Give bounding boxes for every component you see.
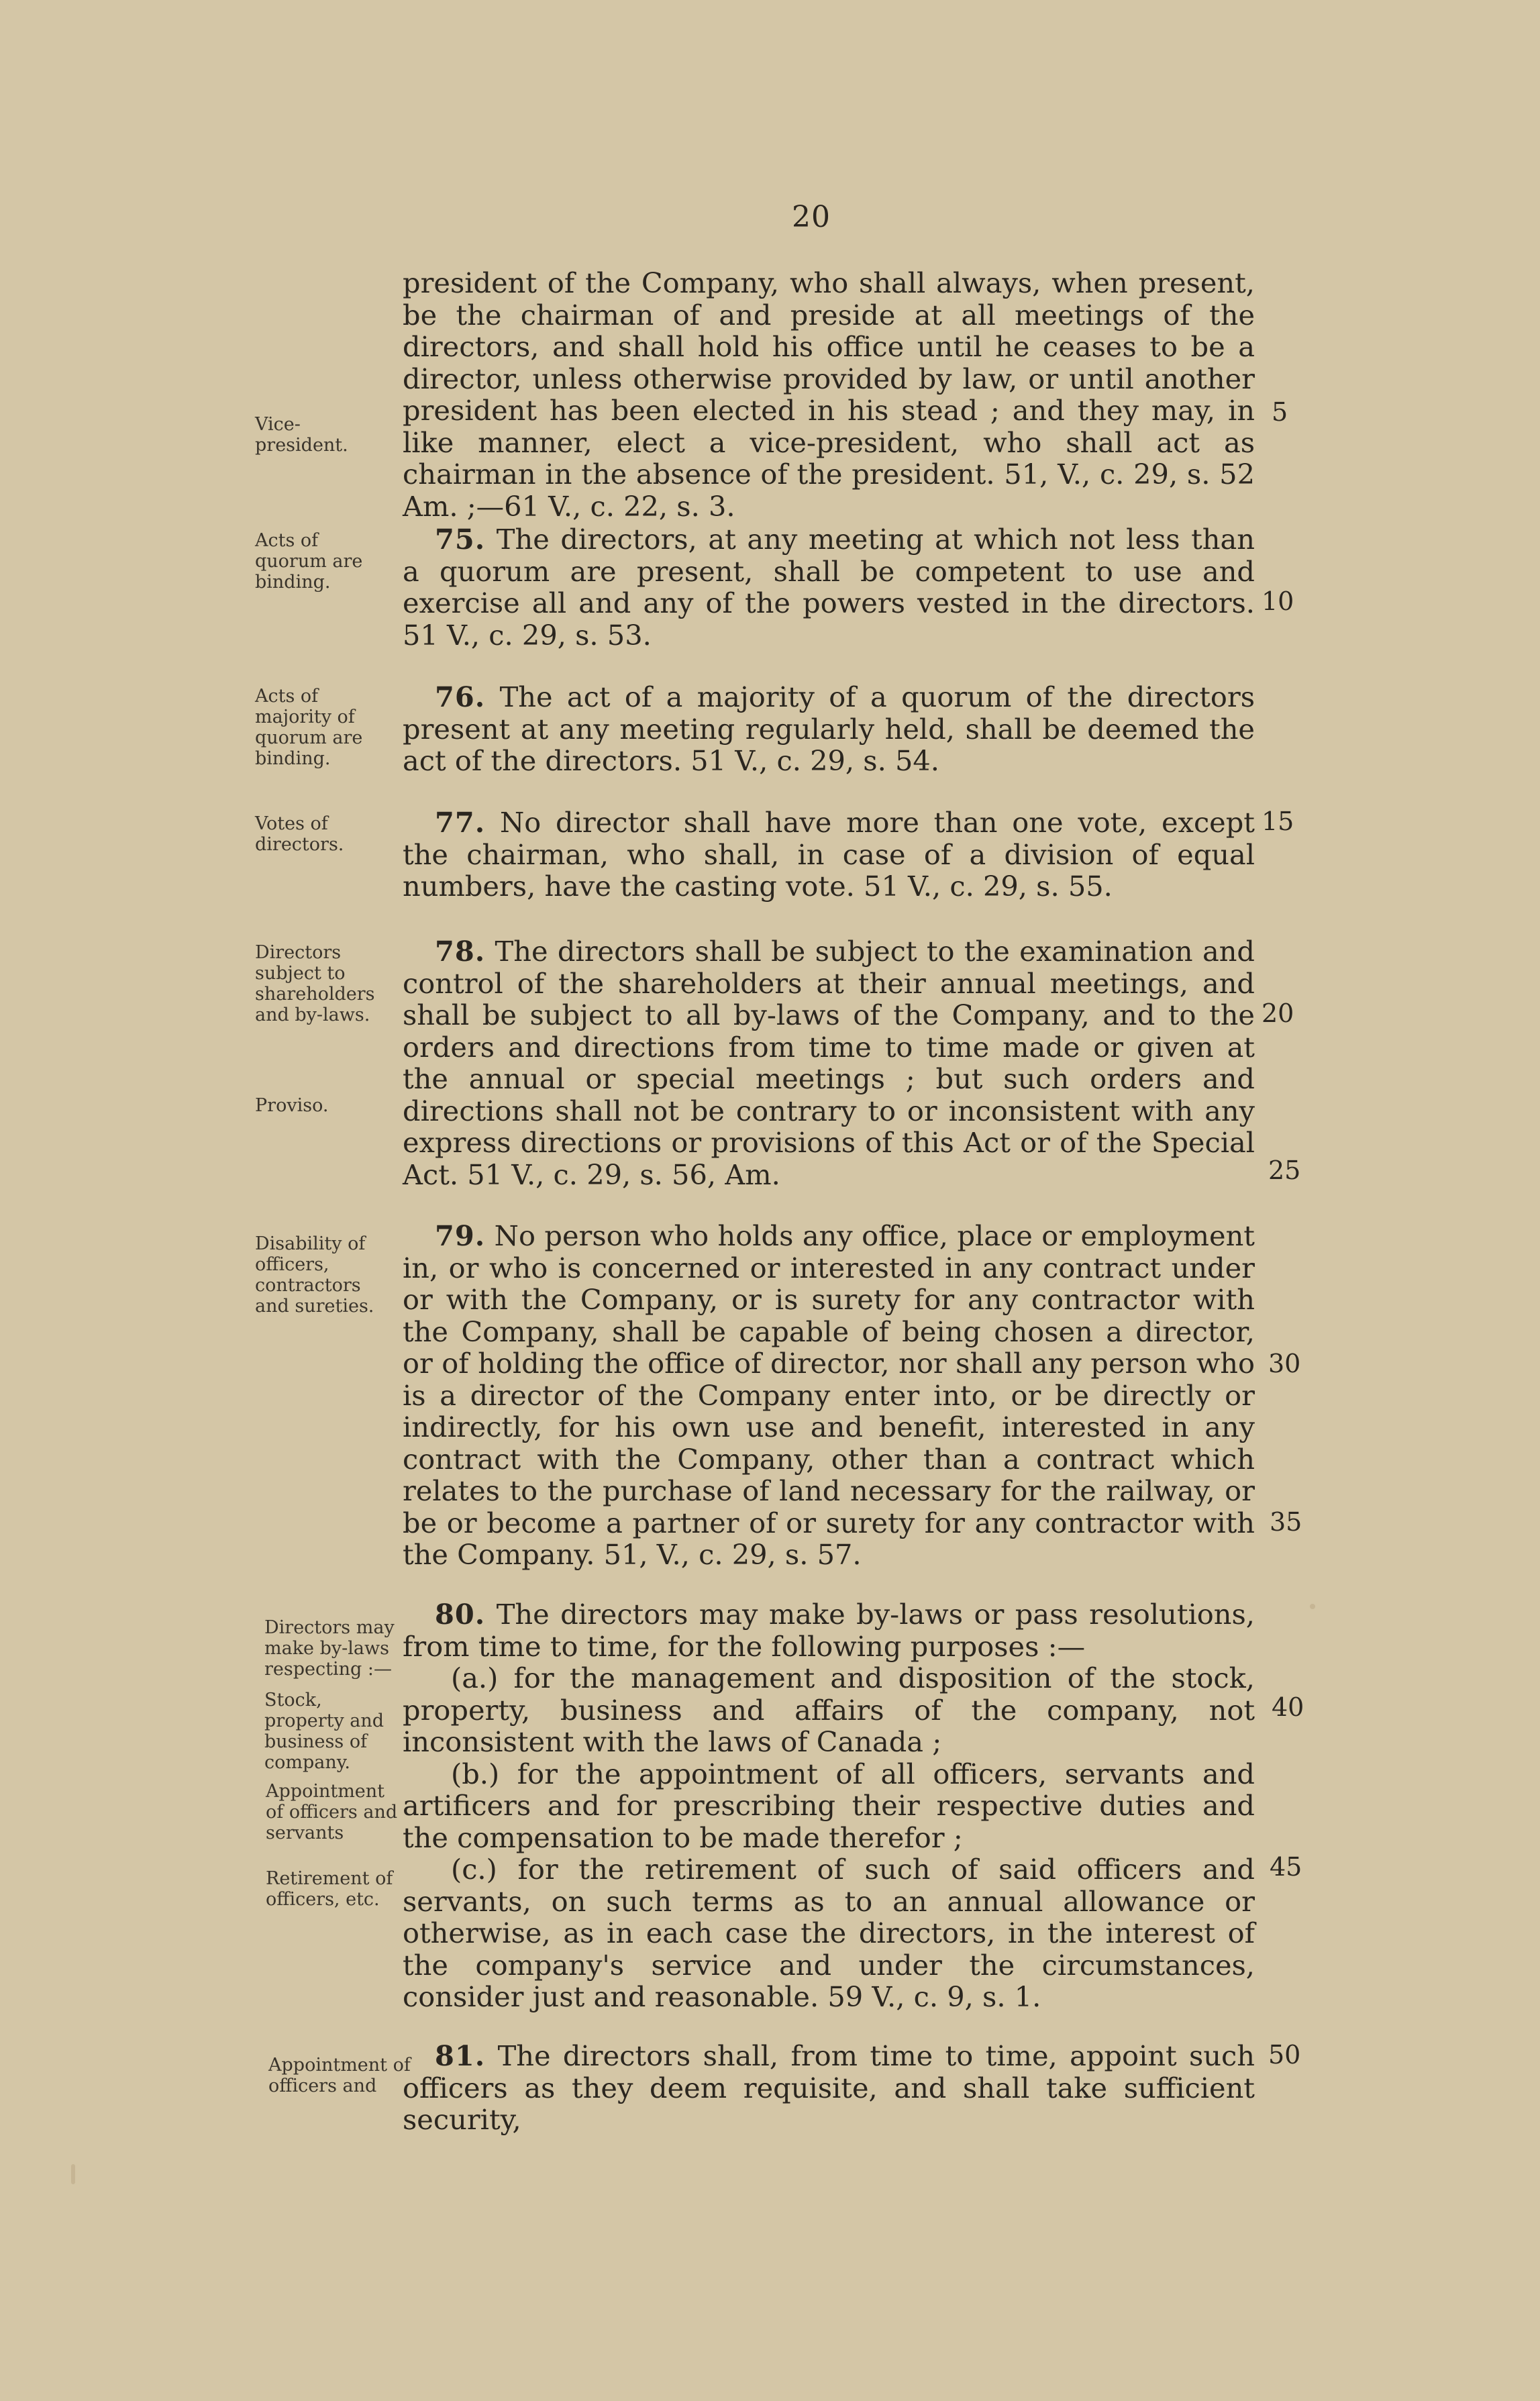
line-number-5: 5 [1272, 397, 1288, 427]
subsection-label: (b.) [451, 1757, 500, 1790]
page-number: 20 [792, 200, 831, 234]
marginal-note-proviso: Proviso. [255, 1095, 329, 1116]
section-number: 77. [435, 806, 486, 839]
section-80 [403, 1598, 1255, 2013]
section-79 [403, 1220, 1255, 1571]
line-number-25: 25 [1268, 1156, 1301, 1185]
continuation-text: president of the Company, who shall always, when present, be the chairman of and preside at all meetings of the directors, and shall hold his office until he ceases to be a director, unless otherwise provided by law, or until another president has been elected in his stead ; and they may, in like manner, elect a vice-president, who shall act as chairman in the absence of the president. 51, V., c. 29, s. 52 Am. ;—61 V., c. 22, s. 3. [403, 266, 1255, 523]
subsection-label: (a.) [451, 1662, 499, 1694]
section-text: The directors shall, from time to time, appoint such officers as they deem requisite, and shall take sufficient security, [403, 2039, 1255, 2136]
line-number-20: 20 [1262, 999, 1294, 1028]
section-78 [403, 935, 1255, 1190]
section-number: 81. [435, 2039, 486, 2072]
section-text: The directors shall be subject to the examination and control of the shareholders at their annual meetings, and shall be subject to all by-laws of the Company, and to the orders and directions from time to time made or given at the annual or special meetings ; but such orders and directions shall not be contrary to or inconsistent with any express directions or provisions of this Act or of the Special Act. 51 V., c. 29, s. 56, Am. [403, 935, 1255, 1191]
marginal-note-acts-of-quorum: Acts of quorum are binding. [255, 530, 363, 593]
marginal-note-stock: Stock, property and business of company. [264, 1690, 384, 1773]
marginal-note-vice-president: Vice-president. [255, 414, 348, 456]
section-76 [403, 681, 1255, 777]
line-number-35: 35 [1270, 1507, 1302, 1537]
paper-spot [71, 2164, 75, 2184]
subsection-text: for the management and disposition of the stock, property, business and affairs of the company, not inconsistent with the laws of Canada ; [403, 1662, 1255, 1758]
marginal-note-disability: Disability of officers, contractors and sureties. [255, 1233, 374, 1317]
marginal-note-retirement: Retirement of officers, etc. [266, 1868, 393, 1910]
paper-spot [1310, 1604, 1315, 1609]
subsection-text: for the retirement of such of said officers and servants, on such terms as to an annual allowance or otherwise, as in each case the directors, in the interest of the company's service and under the circumstances, consider just and reasonable. 59 V., c. 9, s. 1. [403, 1853, 1255, 2013]
marginal-note-directors-subject: Directors subject to shareholders and by-laws. [255, 942, 375, 1025]
line-number-30: 30 [1268, 1349, 1301, 1378]
subsection-text: for the appointment of all officers, servants and artificers and for prescribing their respective duties and the compensation to be made therefor ; [403, 1757, 1255, 1854]
line-number-45: 45 [1270, 1852, 1302, 1882]
subsection-label: (c.) [451, 1853, 497, 1886]
section-text: The directors may make by-laws or pass resolutions, from time to time, for the following purposes :— [403, 1598, 1255, 1663]
section-75 [403, 523, 1255, 651]
section-text: No person who holds any office, place or employment in, or who is concerned or interested in any contract under or with the Company, or is surety for any contractor with the Company, shall be capable of being chosen a director, or of holding the office of director, nor shall any person who is a director of the Company enter into, or be directly or indirectly, for his own use and benefit, interested in any contract with the Company, other than a contract which relates to the purchase of land necessary for the railway, or be or become a partner of or surety for any contractor with the Company. 51, V., c. 29, s. 57. [403, 1219, 1255, 1571]
line-number-10: 10 [1262, 586, 1294, 616]
section-number: 75. [435, 523, 486, 556]
line-number-15: 15 [1262, 807, 1294, 836]
marginal-note-appointment-officers: Appointment of officers and [268, 2055, 411, 2096]
section-text: No director shall have more than one vote, except the chairman, who shall, in case of a division of equal numbers, have the casting vote. 51 V., c. 29, s. 55. [403, 806, 1255, 903]
section-77 [403, 807, 1255, 903]
marginal-note-acts-of-majority: Acts of majority of quorum are binding. [255, 686, 363, 769]
marginal-note-appointment-servants: Appointment of officers and servants [266, 1781, 398, 1843]
line-number-50: 50 [1268, 2040, 1301, 2070]
section-number: 76. [435, 680, 486, 713]
section-text: The directors, at any meeting at which not less than a quorum are present, shall be competent to use and exercise all and any of the powers vested in the directors. 51 V., c. 29, s. 53. [403, 523, 1255, 652]
marginal-note-votes-of-directors: Votes of directors. [255, 813, 344, 855]
line-number-40: 40 [1272, 1692, 1304, 1722]
section-number: 80. [435, 1598, 486, 1631]
section-number: 79. [435, 1219, 486, 1252]
section-text: The act of a majority of a quorum of the directors present at any meeting regularly held, shall be deemed the act of the directors. 51 V., c. 29, s. 54. [403, 680, 1255, 777]
section-81 [403, 2040, 1255, 2136]
section-number: 78. [435, 935, 486, 968]
marginal-note-by-laws: Directors may make by-laws respecting :— [264, 1617, 395, 1680]
continuation-paragraph [403, 267, 1255, 522]
